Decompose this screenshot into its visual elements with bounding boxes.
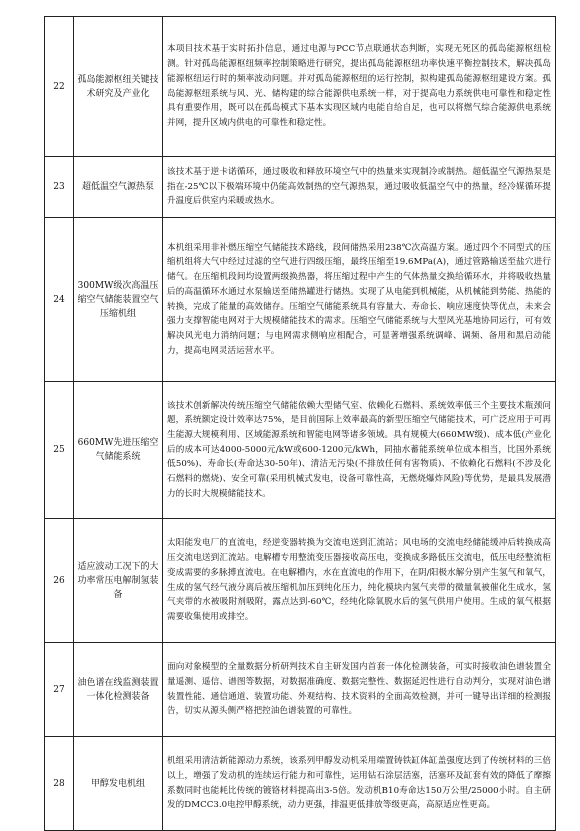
table-row [45,643,556,737]
technology-table [44,16,556,831]
tech-description: 机组采用清洁新能源动力系统，该系列甲醇发动机采用端置铸铁缸体缸盖强度达到了传统材料的三倍以上，增强了发动机的连续运行能力和可靠性，运用钻石涂层活塞，活塞环及缸套有效的降低了摩擦系数同时也能耗比传统的镀铬材料提高出3-5倍。发动机B10寿命达150万公里/25000小时。自主研发的DMCC3.0电控甲醇系统，动力更强，排温更低排放等级更高，高原适应性更高。 [163,737,556,831]
tech-name: 300MW级次高温压缩空气储能装置空气压缩机组 [74,218,163,382]
tech-name: 超低温空气源热泵 [74,157,163,218]
row-number: 25 [45,382,74,519]
row-number: 23 [45,157,74,218]
tech-name: 660MW先进压缩空气储能系统 [74,382,163,519]
tech-description: 太阳能发电厂的直流电，经逆变器转换为交流电送到汇流站；风电场的交流电经储能缓冲后转换成高压交流电送到汇流站。电解槽专用整流变压器接收高压电，变换成多路低压交流电，低压电经整流柜变成需要的多脉搏直流电。在电解槽内，水在直流电的作用下，在阴/阳极水解分别产生氢气和氧气，生成的氢气经气液分离后被压缩机加压到纯化压力，纯化模块内氢气夹带的微量氧被催化生成水，氢气夹带的水被吸附剂吸附，露点达到-60℃，经纯化除氧脱水后的氢气供用户使用。生成的氧气根据需要收集使用或排空。 [163,519,556,643]
table-row [45,519,556,643]
tech-description: 该技术创新解决传统压缩空气储能依赖大型储气室、依赖化石燃料、系统效率低三个主要技术瓶颈问题，系统额定设计效率达75%，是目前国际上效率最高的新型压缩空气储能技术，可广泛应用于可再生能源大规模利用、区域能源系统和智能电网等诸多领域。具有规模大(660MW级)、成本低(产业化后的成本可达4000-5000元/kW或600-1200元/kWh，同抽水蓄能系统单位成本相当，比国外系统低50%)、寿命长(寿命达30-50年)、清洁无污染(不排放任何有害物质)、不依赖化石燃料(不涉及化石燃料的燃烧)、安全可靠(采用机械式发电，设备可靠性高，无燃烧爆炸风险)等优势，是最具发展潜力的长时大规模储能技术。 [163,382,556,519]
tech-name: 油色谱在线监测装置一体化检测装备 [74,643,163,737]
tech-description: 该技术基于逆卡诺循环，通过吸收和释放环境空气中的热量来实现制冷或制热。超低温空气源热泵是指在-25℃以下极端环境中仍能高效制热的空气源热泵，通过吸收低温空气中的热量，经冷媒循环提升温度后供室内采暖或热水。 [163,157,556,218]
row-number: 26 [45,519,74,643]
tech-description: 面向对象模型的全量数据分析研判技术自主研发国内首套一体化检测装备，可实时接收油色谱装置全量遥测、遥信、谱图等数据，对数据准确度、数据完整性、数据延迟性进行自动判分，实现对油色谱装置性能、通信通道、装置功能、外观结构、技术资料的全面高效检测，并可一键导出详细的检测报告，切实从源头侧严格把控油色谱装置的可靠性。 [163,643,556,737]
tech-name: 孤岛能源枢纽关键技术研究及产业化 [74,17,163,157]
table-row [45,218,556,382]
tech-name: 适应波动工况下的大功率常压电解制氢装备 [74,519,163,643]
row-number: 28 [45,737,74,831]
table-row [45,737,556,831]
table-row [45,157,556,218]
row-number: 24 [45,218,74,382]
row-number: 27 [45,643,74,737]
table-row [45,382,556,519]
tech-description: 本机组采用非补燃压缩空气储能技术路线，段间储热采用238℃次高温方案。通过四个不同型式的压缩机组将大气中经过过滤的空气进行四级压缩，最终压缩至19.6MPa(A)，通过管路输送至盐穴进行储气。在压缩机段间均设置两级换热器，将压缩过程中产生的气体热量交换给循环水，并将吸收热量后的高温循环水通过水泵输送至储热罐进行储热。实现了从电能到机械能，从机械能到势能、热能的转换，完成了能量的高效储存。压缩空气储能系统具有容量大、寿命长、响应速度快等优点，未来会强力支撑智能电网对于大规模储能技术的需求。压缩空气储能系统与大型风光基地协同运行，可有效解决风光电力消纳问题；与电网需求侧响应相配合，可显著增强系统调峰、调频、备用和黑启动能力，提高电网灵活运营水平。 [163,218,556,382]
tech-name: 甲醇发电机组 [74,737,163,831]
tech-description: 本项目技术基于实时拓扑信息，通过电源与PCC节点联通状态判断，实现无死区的孤岛能源枢纽检测。针对孤岛能源枢纽频率控制策略进行研究，提出孤岛能源枢纽功率快速平衡控制技术，解决孤岛能源枢纽运行时的频率波动问题。并对孤岛能源枢纽的运行控制，拟构建孤岛能源枢纽建设方案。孤岛能源枢纽系统与风、光、储构建的综合能源供电系统一样，对于提高电力系统供电可靠性和稳定性具有重要作用，既可以在孤岛模式下基本实现区域内电能自给自足，也可以将燃气综合能源供电系统并网，提升区域内供电的可靠性和稳定性。 [163,17,556,157]
table-row [45,17,556,157]
row-number: 22 [45,17,74,157]
